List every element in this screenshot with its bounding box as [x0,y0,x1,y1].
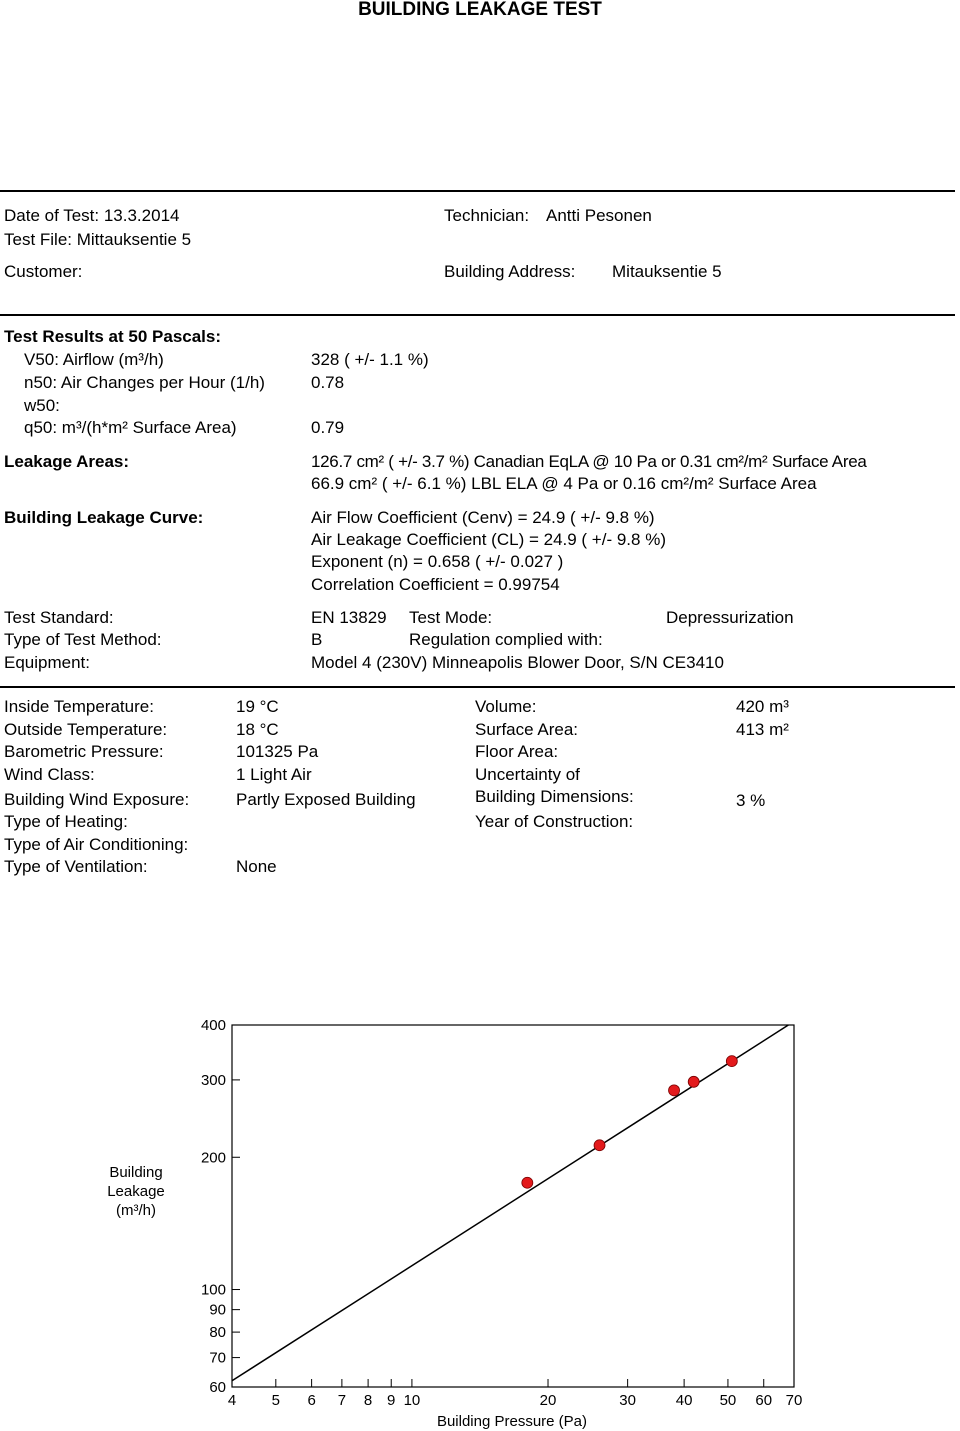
x-tick-label-3: 7 [337,1392,347,1409]
curve-line-4: Correlation Coefficient = 0.99754 [311,575,560,594]
x-tick-label-1: 5 [271,1392,280,1409]
x-tick-label-5: 9 [387,1392,396,1409]
q50-label: q50: m³/(h*m² Surface Area) [24,418,237,437]
test-standard-label: Test Standard: [4,608,114,627]
x-tick-label-11: 60 [755,1392,773,1409]
y-axis-label-line-3: (m³/h) [116,1202,156,1219]
test-mode-label: Test Mode: [409,608,493,627]
x-tick-label-8: 30 [619,1392,636,1409]
x-axis-ticks [228,1379,803,1409]
equipment-value: Model 4 (230V) Minneapolis Blower Door, S/N CE3410 [311,653,724,672]
curve-line-1: Air Flow Coefficient (Cenv) = 24.9 ( +/- 9.8 %) [311,508,655,527]
test-method-value: B [311,630,323,649]
x-tick-label-7: 20 [539,1392,557,1409]
equipment-label: Equipment: [4,653,90,672]
air-conditioning-label: Type of Air Conditioning: [4,835,189,854]
floor-area-label: Floor Area: [475,742,559,761]
regulation-label: Regulation complied with: [409,630,603,649]
outside-temperature-label: Outside Temperature: [4,720,168,739]
y-tick-label-2: 80 [209,1324,226,1342]
data-point-2 [669,1085,680,1096]
data-point-0 [522,1177,533,1188]
data-points [522,1056,737,1189]
inside-temperature-label: Inside Temperature: [4,697,154,716]
uncertainty-value: 3 % [736,791,766,810]
n50-value: 0.78 [311,373,345,392]
v50-value: 328 ( +/- 1.1 %) [311,350,429,369]
date-of-test: Date of Test: 13.3.2014 [4,206,180,225]
y-tick-label-3: 90 [209,1301,226,1319]
uncertainty-label-line-1: Uncertainty of [475,765,580,784]
curve-line-2: Air Leakage Coefficient (CL) = 24.9 ( +/- 9.8 %) [311,530,666,549]
barometric-pressure-value: 101325 Pa [236,742,319,761]
report-title: BUILDING LEAKAGE TEST [358,0,602,20]
technician-label: Technician: [444,206,530,225]
y-axis-label-line-1: Building [109,1164,163,1181]
building-address-value: Mitauksentie 5 [612,262,722,281]
y-tick-label-4: 100 [200,1281,226,1299]
customer-label: Customer: [4,262,83,281]
y-axis-label-line-2: Leakage [107,1183,165,1200]
test-mode-value: Depressurization [666,608,794,627]
x-axis-label: Building Pressure (Pa) [436,1413,588,1430]
volume-label: Volume: [475,697,537,716]
x-tick-label-9: 40 [675,1392,693,1409]
wind-class-label: Wind Class: [4,765,95,784]
wind-exposure-label: Building Wind Exposure: [4,790,190,809]
heating-label: Type of Heating: [4,812,128,831]
x-tick-label-4: 8 [363,1392,373,1409]
x-tick-label-12: 70 [785,1392,803,1409]
leakage-area-line-1: 126.7 cm² ( +/- 3.7 %) Canadian EqLA @ 10 Pa or 0.31 cm²/m² Surface Area [311,452,867,471]
leakage-curve-heading: Building Leakage Curve: [4,508,204,527]
wind-exposure-value: Partly Exposed Building [236,790,416,809]
x-tick-label-2: 6 [307,1392,316,1409]
surface-area-value: 413 m² [736,720,789,739]
data-point-3 [688,1076,699,1087]
y-tick-label-6: 300 [200,1071,226,1089]
test-method-label: Type of Test Method: [4,630,162,649]
w50-label: w50: [24,396,60,415]
curve-line-3: Exponent (n) = 0.658 ( +/- 0.027 ) [311,552,564,571]
inside-temperature-value: 19 °C [236,697,279,716]
test-file: Test File: Mittauksentie 5 [4,230,192,249]
outside-temperature-value: 18 °C [236,720,279,739]
leakage-areas-heading: Leakage Areas: [4,452,130,471]
y-tick-label-0: 60 [209,1379,226,1396]
barometric-pressure-label: Barometric Pressure: [4,742,164,761]
x-tick-label-10: 50 [719,1392,737,1409]
x-tick-label-6: 10 [403,1392,421,1409]
technician-value: Antti Pesonen [546,206,652,225]
year-of-construction-label: Year of Construction: [475,812,634,831]
surface-area-label: Surface Area: [475,720,579,739]
y-tick-label-1: 70 [209,1349,226,1367]
data-point-1 [594,1140,605,1151]
results-heading: Test Results at 50 Pascals: [4,327,222,346]
building-address-label: Building Address: [444,262,576,281]
x-tick-label-0: 4 [227,1392,237,1409]
y-tick-label-7: 400 [200,1017,226,1034]
volume-value: 420 m³ [736,697,789,716]
y-tick-label-5: 200 [200,1149,226,1167]
wind-class-value: 1 Light Air [236,765,312,784]
data-point-4 [726,1056,737,1067]
plot-frame [232,1025,794,1387]
n50-label: n50: Air Changes per Hour (1/h) [24,373,265,392]
ventilation-label: Type of Ventilation: [4,857,148,876]
leakage-area-line-2: 66.9 cm² ( +/- 6.1 %) LBL ELA @ 4 Pa or 0.16 cm²/m² Surface Area [311,474,817,493]
fit-line [232,1025,788,1381]
v50-label: V50: Airflow (m³/h) [24,350,164,369]
y-axis-ticks [201,1017,240,1396]
test-standard-value: EN 13829 [311,608,387,627]
q50-value: 0.79 [311,418,345,437]
uncertainty-label-line-2: Building Dimensions: [475,787,634,806]
ventilation-value: None [236,857,277,876]
